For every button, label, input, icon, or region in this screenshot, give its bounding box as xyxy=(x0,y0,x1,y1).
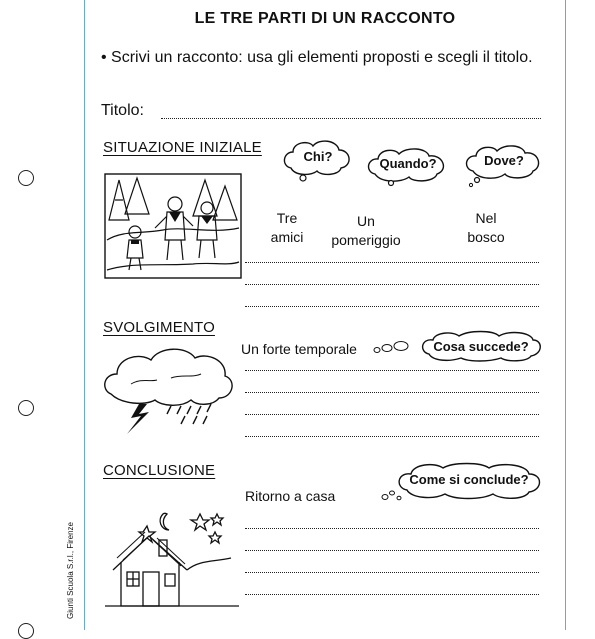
writing-line[interactable] xyxy=(245,262,539,263)
cloud-label: Come si conclude? xyxy=(409,471,529,487)
instruction-text: • Scrivi un racconto: usa gli elementi proposti e scegli il titolo. xyxy=(101,49,533,66)
answer-quando: Un pomeriggio xyxy=(331,213,401,248)
prompt-bubbles xyxy=(381,488,395,500)
writing-line[interactable] xyxy=(245,550,539,551)
writing-line[interactable] xyxy=(245,306,539,307)
thought-bubbles-icon xyxy=(381,489,395,501)
cloud-dove xyxy=(463,143,545,187)
prompt-bubbles xyxy=(373,340,413,356)
writing-line[interactable] xyxy=(245,436,539,437)
binder-hole xyxy=(18,170,34,186)
writing-line[interactable] xyxy=(245,392,539,393)
cloud-cosa-succede xyxy=(419,330,543,362)
section-heading-conclusione: CONCLUSIONE xyxy=(103,462,216,479)
writing-line[interactable] xyxy=(245,370,539,371)
house-night-illustration xyxy=(103,500,241,608)
thought-bubbles-icon xyxy=(373,340,413,356)
binder-hole xyxy=(18,400,34,416)
section-heading-situazione-iniziale: SITUAZIONE INIZIALE xyxy=(103,139,262,156)
page-title: LE TRE PARTI DI UN RACCONTO xyxy=(194,10,456,27)
answer-dove: Nel bosco xyxy=(467,210,505,245)
binder-hole xyxy=(18,623,34,639)
cloud-label: Dove? xyxy=(484,152,524,168)
copyright-note: Giunti Scuola S.r.l., Firenze xyxy=(66,522,75,619)
writing-line[interactable] xyxy=(245,528,539,529)
section-heading-svolgimento: SVOLGIMENTO xyxy=(103,319,215,336)
children-forest-illustration xyxy=(103,170,243,280)
cloud-quando xyxy=(365,146,451,186)
conclusione-prompt: Ritorno a casa xyxy=(245,488,336,504)
worksheet-page xyxy=(84,0,566,630)
cloud-come-si-conclude xyxy=(395,462,543,500)
writing-line[interactable] xyxy=(245,414,539,415)
children-forest-icon xyxy=(103,170,243,280)
writing-line[interactable] xyxy=(245,284,539,285)
titolo-line[interactable] xyxy=(161,118,541,119)
writing-line[interactable] xyxy=(245,594,539,595)
cloud-chi xyxy=(281,138,355,182)
titolo-label: Titolo: xyxy=(101,102,144,119)
storm-cloud-illustration xyxy=(101,344,237,436)
cloud-label: Chi? xyxy=(303,148,333,164)
answer-chi: Tre amici xyxy=(270,210,304,245)
writing-line[interactable] xyxy=(245,572,539,573)
cloud-label: Cosa succede? xyxy=(433,338,529,354)
svolgimento-prompt: Un forte temporale xyxy=(241,341,357,357)
cloud-label: Quando? xyxy=(379,155,437,171)
storm-cloud-icon xyxy=(101,344,237,436)
house-night-icon xyxy=(103,500,241,608)
